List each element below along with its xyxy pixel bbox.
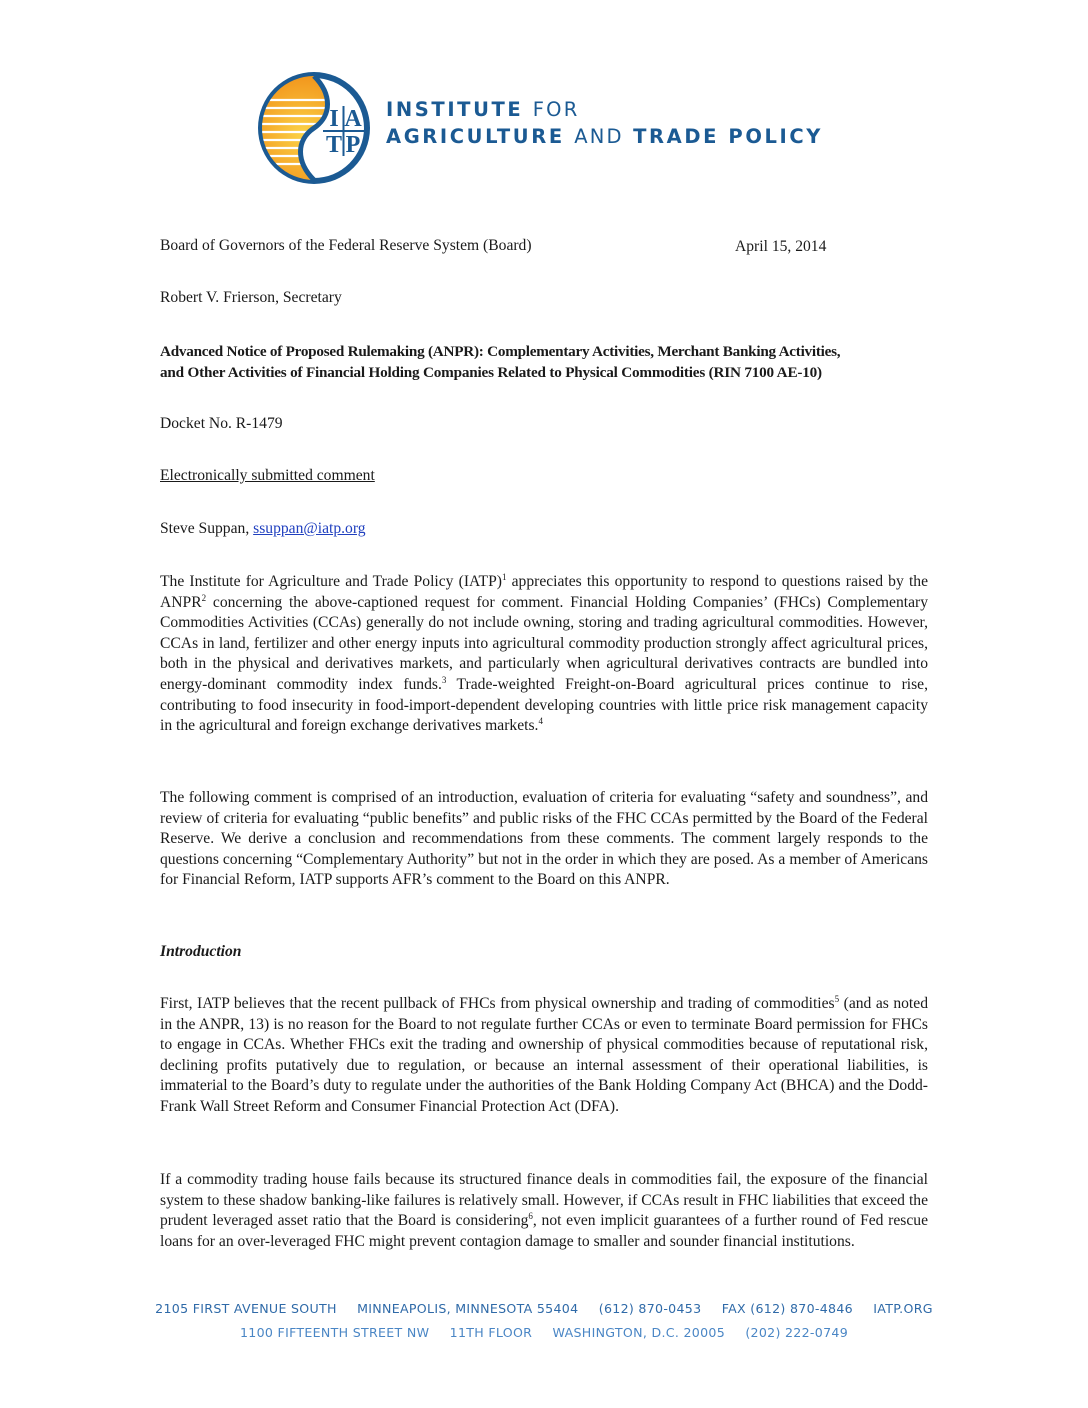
organization-name-line1 xyxy=(386,100,823,120)
submission-note-text: Electronically submitted comment xyxy=(160,467,375,484)
footer-street: 2105 FIRST AVENUE SOUTH xyxy=(155,1301,337,1316)
docket-number: Docket No. R-1479 xyxy=(160,415,283,432)
footer-dc-city: WASHINGTON, D.C. 20005 xyxy=(552,1325,726,1340)
paragraph-1 xyxy=(160,572,928,737)
logo-monogram-a: A xyxy=(344,106,362,132)
p1-text-b: appreciates this opportunity to respond to questions raised by the ANPR xyxy=(160,573,928,611)
footnote-ref-5[interactable]: 5 xyxy=(834,993,840,1004)
iatp-logo xyxy=(256,70,846,186)
organization-name xyxy=(386,100,823,146)
author-line xyxy=(160,519,928,540)
iatp-globe-icon xyxy=(256,70,372,186)
footnote-ref-2[interactable]: 2 xyxy=(201,592,207,603)
org-line2-bold-b: TRADE POLICY xyxy=(633,124,824,148)
footer-phone: (612) 870-0453 xyxy=(598,1301,702,1316)
paragraph-4 xyxy=(160,1170,928,1252)
logo-monogram-p: P xyxy=(345,132,361,158)
footer-dc-floor: 11TH FLOOR xyxy=(449,1325,533,1340)
author-name: Steve Suppan, xyxy=(160,520,250,537)
footer-address-washington xyxy=(0,1325,1088,1340)
footer-dc-phone: (202) 222-0749 xyxy=(745,1325,849,1340)
p1-text-a: The Institute for Agriculture and Trade Policy (IATP) xyxy=(160,573,502,590)
org-line2-light: AND xyxy=(574,124,624,148)
recipient: Robert V. Frierson, Secretary xyxy=(160,289,342,306)
p3-text-a: First, IATP believes that the recent pullback of FHCs from physical ownership and trading of commodities xyxy=(160,995,835,1012)
subject-line-2: and Other Activities of Financial Holding Companies Related to Physical Commodities (RIN 7100 AE-10) xyxy=(160,364,822,381)
footer-address-minneapolis xyxy=(0,1301,1088,1316)
organization-name-line2 xyxy=(386,124,824,148)
footer-dc-street: 1100 FIFTEENTH STREET NW xyxy=(239,1325,430,1340)
footnote-ref-6[interactable]: 6 xyxy=(528,1211,533,1221)
author-email-link[interactable]: ssuppan@iatp.org xyxy=(253,520,366,537)
footnote-ref-4[interactable]: 4 xyxy=(538,715,543,726)
paragraph-2: The following comment is comprised of an introduction, evaluation of criteria for evaluating “safety and soundness”, and review of criteria for evaluating “public benefits” and public risks of the FHC CCAs permitted by the Board of the Federal Reserve. We derive a conclusion and recommendations from these comments. The comment largely responds to the questions concerning “Complementary Authority” but not in the order in which they are posed. As a member of Americans for Financial Reform, IATP supports AFR’s comment to the Board on this ANPR. xyxy=(160,789,928,889)
paragraph-3 xyxy=(160,994,928,1118)
subject-line-1: Advanced Notice of Proposed Rulemaking (ANPR): Complementary Activities, Merchant Banking Activities, xyxy=(160,343,841,360)
p4-text-a: If a commodity trading house fails because its structured finance deals in commodities fail, the exposure of the financial system to these shadow banking-like failures is relatively small. However, if CCAs result in FHC liabilities that exceed the prudent leveraged asset ratio that the Board is considering xyxy=(160,1171,928,1230)
logo-monogram-i: I xyxy=(329,106,339,132)
logo-monogram-t: T xyxy=(325,132,343,158)
footer-website: IATP.ORG xyxy=(873,1301,933,1316)
footer-city: MINNEAPOLIS, MINNESOTA 55404 xyxy=(357,1301,579,1316)
footnote-ref-3[interactable]: 3 xyxy=(441,674,447,685)
p1-text-d: Trade-weighted Freight-on-Board agricultural prices continue to rise, contributing to food insecurity in food-import-dependent developing countries with little price risk management capacity in the agricultural and foreign exchange derivatives markets. xyxy=(160,675,928,735)
submission-note xyxy=(160,466,928,487)
addressee: Board of Governors of the Federal Reserve System (Board) xyxy=(160,237,532,254)
org-line1-light: FOR xyxy=(532,98,580,121)
footer-fax: FAX (612) 870-4846 xyxy=(721,1301,853,1316)
footnote-ref-1[interactable]: 1 xyxy=(501,571,507,582)
letter-date: April 15, 2014 xyxy=(735,238,827,255)
p3-text-b: (and as noted in the ANPR, 13) is no reason for the Board to not regulate further CCAs or even to terminate Board permission for FHCs to engage in CCAs. Whether FHCs exit the trading and ownership of physical commodities because of reputational risk, declining profits putatively due to regulation, or because an internal assessment of their operational liabilities, is immaterial to the Board’s duty to regulate under the authorities of the Bank Holding Company Act (BHCA) and the Dodd-Frank Wall Street Reform and Consumer Financial Protection Act (DFA). xyxy=(160,995,928,1115)
org-line2-bold-a: AGRICULTURE xyxy=(386,124,565,148)
p1-text-c: concerning the above-captioned request for comment. Financial Holding Companies’ (FHCs) Complementary Commodities Activities (CCAs) generally do not include owning, storing and trading agricultural commodities. However, CCAs in land, fertilizer and other energy inputs into agricultural commodity production strongly affect agricultural prices, both in the physical and derivatives markets, and particularly when agricultural derivatives contracts are bundled into energy-dominant commodity index funds. xyxy=(160,593,928,693)
section-heading-introduction: Introduction xyxy=(160,943,242,960)
p4-text-b: , not even implicit guarantees of a further round of Fed rescue loans for an over-leveraged FHC might prevent contagion damage to smaller and sounder financial institutions. xyxy=(160,1212,928,1250)
org-line1-bold: INSTITUTE xyxy=(386,98,524,121)
